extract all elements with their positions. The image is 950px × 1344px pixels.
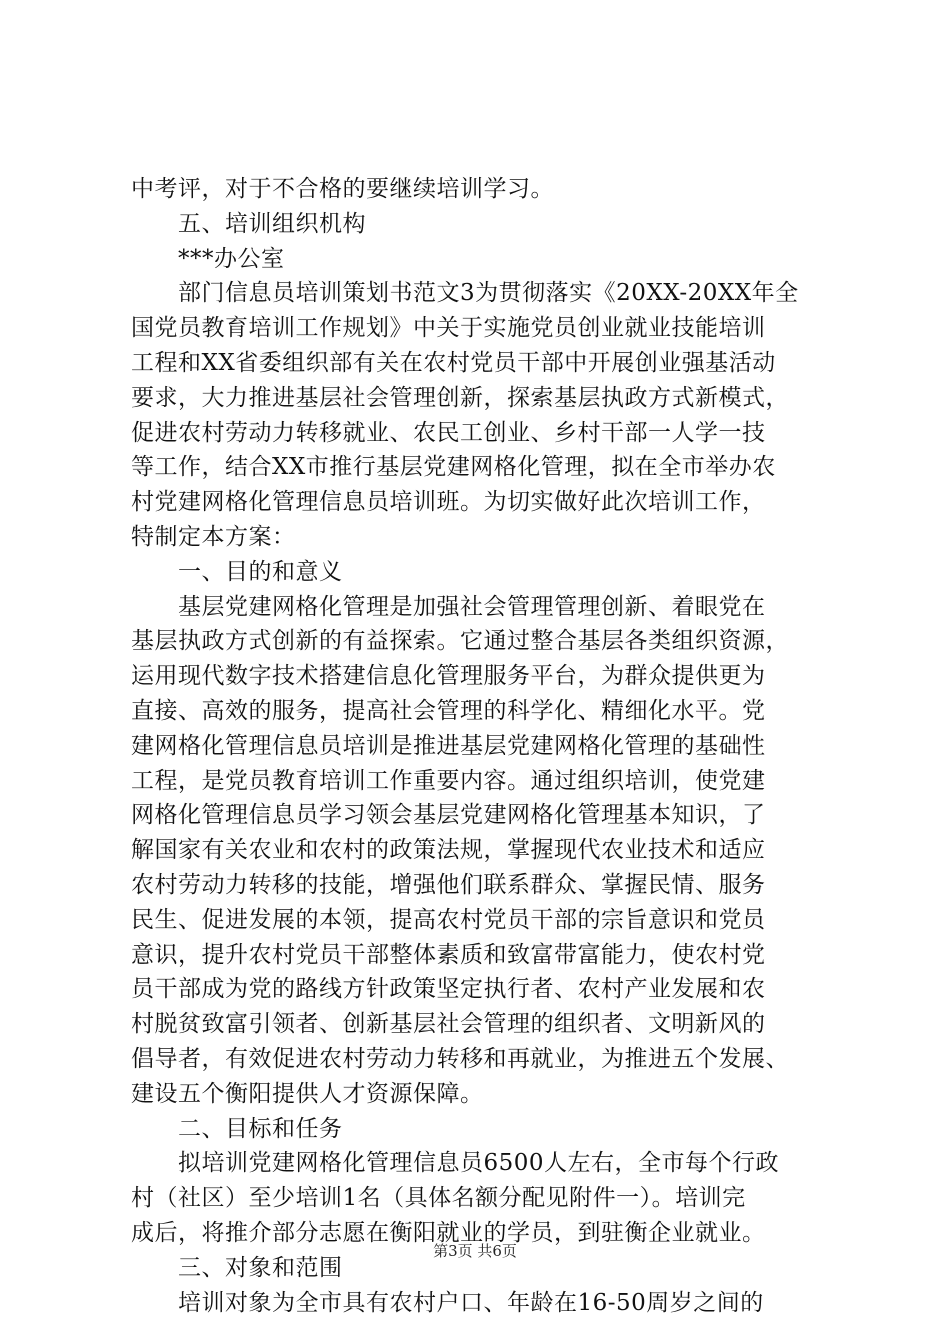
text-line: 一、目的和意义 [178, 558, 343, 585]
text-line: 基层党建网格化管理是加强社会管理管理创新、着眼党在 [178, 593, 766, 620]
text-line: 工程，是党员教育培训工作重要内容。通过组织培训，使党建 [131, 767, 766, 794]
text-line: 国党员教育培训工作规划》中关于实施党员创业就业技能培训 [131, 315, 766, 342]
text-line: 民生、促进发展的本领，提高农村党员干部的宗旨意识和党员 [131, 906, 766, 933]
text-line: 直接、高效的服务，提高社会管理的科学化、精细化水平。党 [131, 697, 766, 724]
text-line: 五、培训组织机构 [178, 210, 366, 237]
text-line: 要求，大力推进基层社会管理创新，探索基层执政方式新模式， [131, 384, 789, 411]
text-line: 促进农村劳动力转移就业、农民工创业、乡村干部一人学一技 [131, 419, 766, 446]
text-line: 中考评，对于不合格的要继续培训学习。 [131, 176, 554, 202]
text-line: 员干部成为党的路线方针政策坚定执行者、农村产业发展和农 [131, 976, 766, 1003]
text-line: 特制定本方案： [131, 523, 296, 550]
text-line: 村党建网格化管理信息员培训班。为切实做好此次培训工作， [131, 489, 766, 516]
text-line: 工程和XX省委组织部有关在农村党员干部中开展创业强基活动 [131, 349, 776, 376]
text-line: 意识，提升农村党员干部整体素质和致富带富能力，使农村党 [131, 941, 766, 968]
text-line: 建设五个衡阳提供人才资源保障。 [131, 1080, 484, 1107]
text-line: 二、目标和任务 [178, 1115, 343, 1142]
text-line: 倡导者，有效促进农村劳动力转移和再就业，为推进五个发展、 [131, 1045, 789, 1072]
text-line: 部门信息员培训策划书范文3为贯彻落实《20XX-20XX年全 [178, 280, 799, 307]
text-line: 村脱贫致富引领者、创新基层社会管理的组织者、文明新风的 [131, 1011, 766, 1038]
text-line: 农村劳动力转移的技能，增强他们联系群众、掌握民情、服务 [131, 871, 766, 898]
text-line: 等工作，结合XX市推行基层党建网格化管理，拟在全市举办农 [131, 454, 776, 481]
text-line: 成后，将推介部分志愿在衡阳就业的学员，到驻衡企业就业。 [131, 1219, 766, 1246]
page-footer: 第3页 共6页 [433, 1242, 517, 1260]
text-line: 培训对象为全市具有农村户口、年龄在16-50周岁之间的 [178, 1289, 764, 1316]
text-line: 基层执政方式创新的有益探索。它通过整合基层各类组织资源， [131, 628, 789, 655]
text-line: 网格化管理信息员学习领会基层党建网格化管理基本知识，了 [131, 802, 766, 829]
text-line: 运用现代数字技术搭建信息化管理服务平台，为群众提供更为 [131, 663, 766, 690]
text-line: 三、对象和范围 [178, 1254, 343, 1281]
text-line: ***办公室 [178, 245, 285, 272]
text-line: 村（社区）至少培训1名（具体名额分配见附件一）。培训完 [131, 1185, 746, 1212]
text-line: 拟培训党建网格化管理信息员6500人左右，全市每个行政 [178, 1150, 780, 1177]
text-line: 解国家有关农业和农村的政策法规，掌握现代农业技术和适应 [131, 837, 766, 864]
text-line: 建网格化管理信息员培训是推进基层党建网格化管理的基础性 [131, 732, 766, 759]
document-body [131, 172, 831, 1320]
